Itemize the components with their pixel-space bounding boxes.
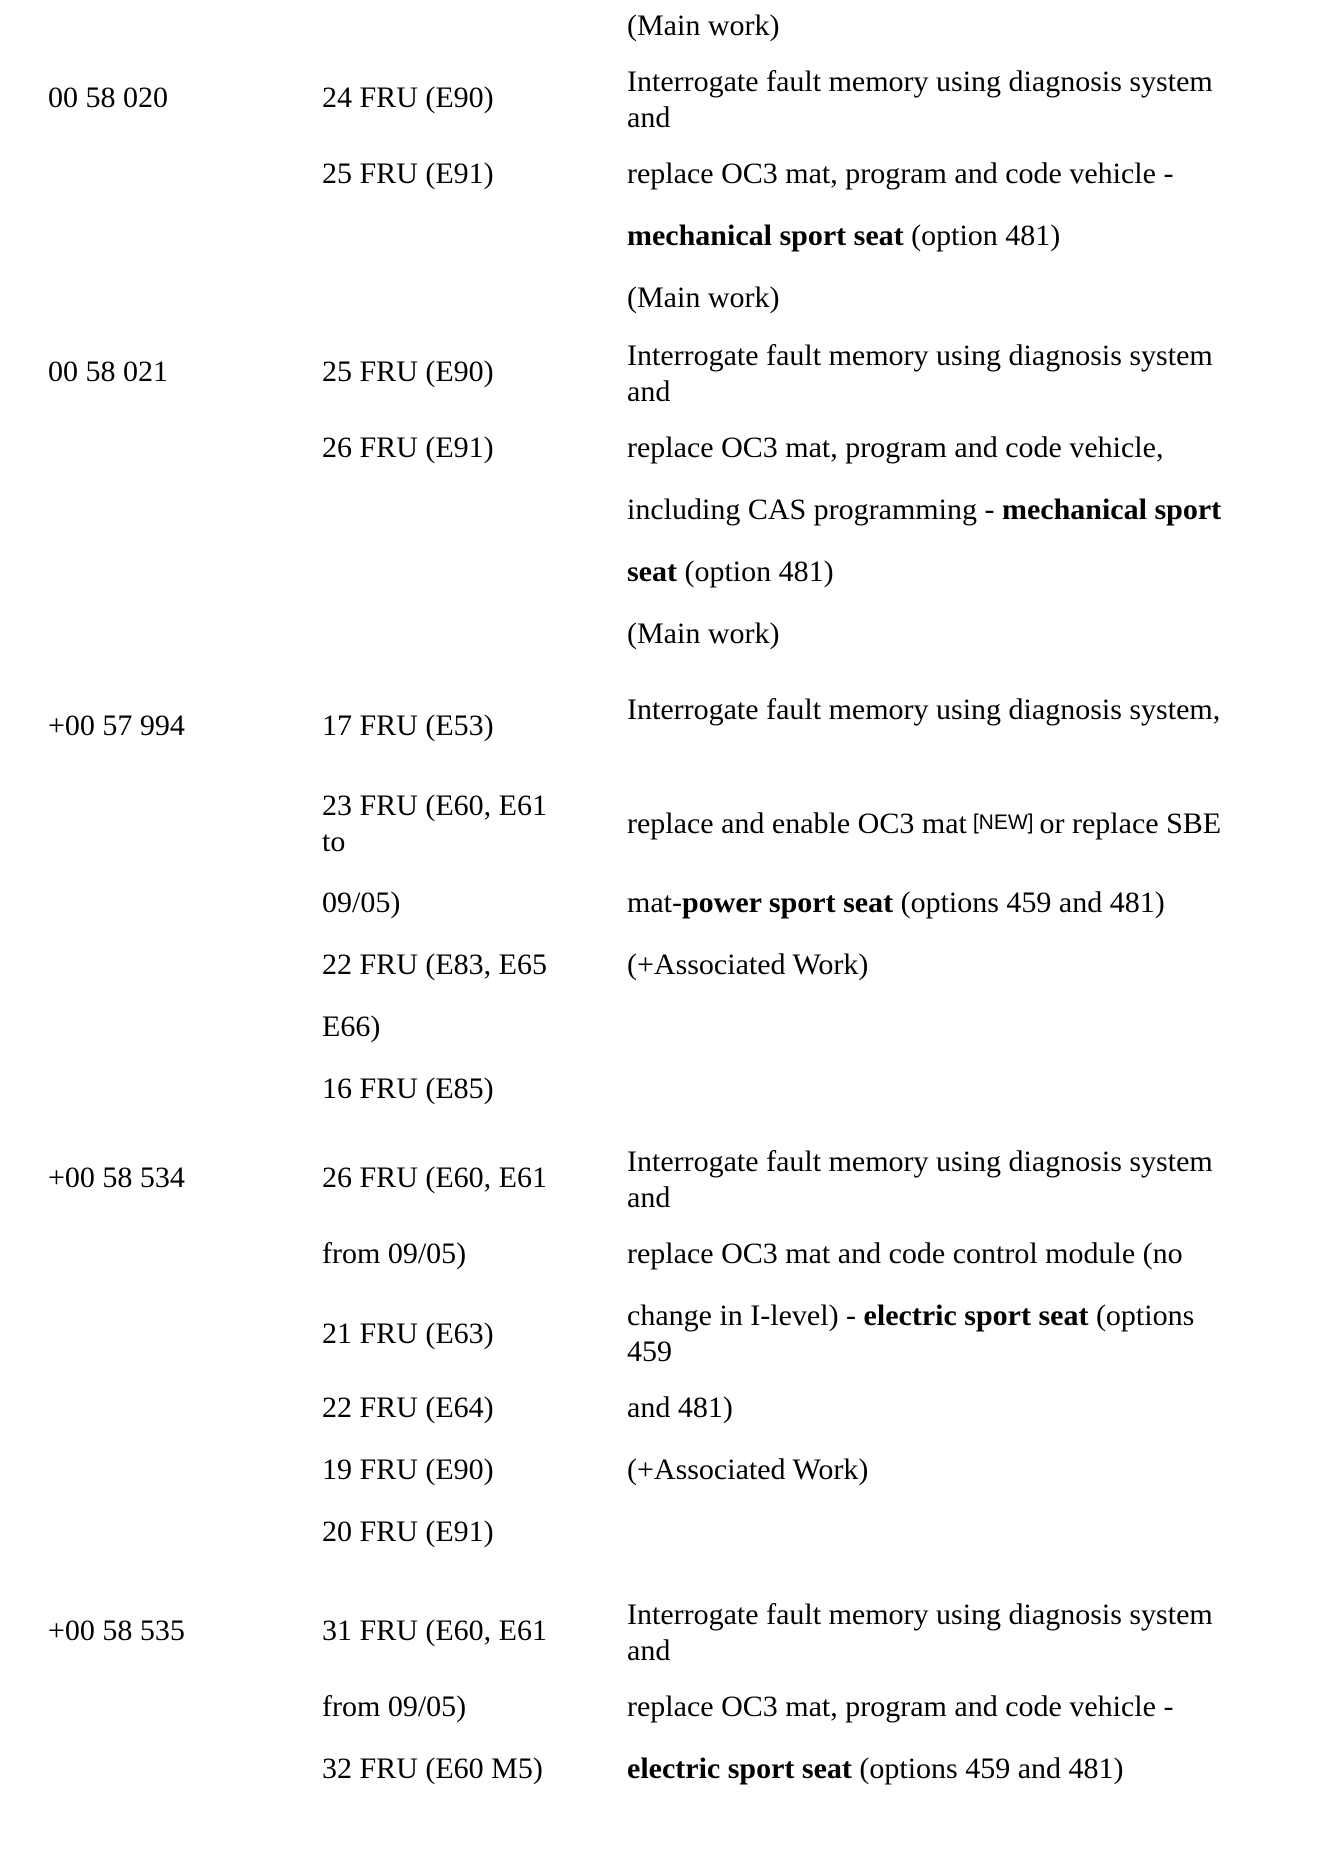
desc-line: and [627,1634,671,1667]
fru-entry: 22 FRU (E64) [322,1391,494,1424]
desc-line: Interrogate fault memory using diagnosis system [627,1145,1213,1178]
fru-entry: from 09/05) [322,1237,467,1270]
desc-line: 459 [627,1335,672,1368]
new-tag: [NEW] [972,811,1034,834]
part-number: +00 58 534 [48,1161,185,1194]
bold-term: electric sport seat [863,1299,1089,1332]
desc-line: and 481) [627,1391,733,1424]
desc-line: (+Associated Work) [627,1453,869,1486]
desc-line: (+Associated Work) [627,948,869,981]
fru-entry: 32 FRU (E60 M5) [322,1752,543,1785]
bold-term: mechanical sport [1001,493,1222,526]
desc-line: and [627,101,671,134]
fru-entry: 26 FRU (E91) [322,431,494,464]
fru-entry: 31 FRU (E60, E61 [322,1614,547,1647]
desc-line: Interrogate fault memory using diagnosis system [627,65,1213,98]
fru-entry: 17 FRU (E53) [322,709,494,742]
desc-line: replace OC3 mat and code control module (no [627,1237,1183,1270]
desc-line: electric sport seat (options 459 and 481) [627,1752,1124,1785]
part-number: +00 57 994 [48,709,185,742]
part-number: 00 58 020 [48,81,168,114]
desc-line: replace OC3 mat, program and code vehicle, [627,431,1164,464]
desc-line: including CAS programming - mechanical sport [627,493,1222,526]
fru-entry: 23 FRU (E60, E61 [322,789,547,822]
fru-entry: 24 FRU (E90) [322,81,494,114]
fru-entry: 16 FRU (E85) [322,1072,494,1105]
desc-line: replace OC3 mat, program and code vehicle - [627,157,1174,190]
desc-line: replace and enable OC3 mat [NEW] or replace SBE [627,807,1222,840]
part-number: 00 58 021 [48,355,168,388]
fru-entry: to [322,825,346,858]
bold-term: electric sport seat [627,1752,852,1785]
desc-line: Interrogate fault memory using diagnosis system [627,339,1213,372]
bold-term: seat [627,555,677,588]
fru-entry: 25 FRU (E90) [322,355,494,388]
fru-entry: 25 FRU (E91) [322,157,494,190]
desc-main-work-top: (Main work) [627,9,780,42]
fru-entry: from 09/05) [322,1690,467,1723]
desc-line: replace OC3 mat, program and code vehicle - [627,1690,1174,1723]
bold-term: mechanical sport seat [627,219,904,252]
bold-term: power sport seat [681,886,894,919]
fru-entry: 20 FRU (E91) [322,1515,494,1548]
desc-line: (Main work) [627,617,780,650]
desc-line: and [627,1181,671,1214]
fru-entry: 22 FRU (E83, E65 [322,948,547,981]
fru-entry: 21 FRU (E63) [322,1317,494,1350]
desc-line: seat (option 481) [627,555,834,588]
desc-line: change in I-level) - electric sport seat (options [627,1299,1195,1332]
fru-entry: 09/05) [322,886,401,919]
desc-line: Interrogate fault memory using diagnosis system [627,1598,1213,1631]
part-number: +00 58 535 [48,1614,185,1647]
fru-entry: 19 FRU (E90) [322,1453,494,1486]
fru-entry: 26 FRU (E60, E61 [322,1161,547,1194]
desc-line: mechanical sport seat (option 481) [627,219,1061,252]
fru-entry: E66) [322,1010,381,1043]
desc-line: mat-power sport seat (options 459 and 481) [627,886,1165,919]
desc-line: and [627,375,671,408]
desc-line: Interrogate fault memory using diagnosis system, [627,693,1221,726]
desc-line: (Main work) [627,281,780,314]
